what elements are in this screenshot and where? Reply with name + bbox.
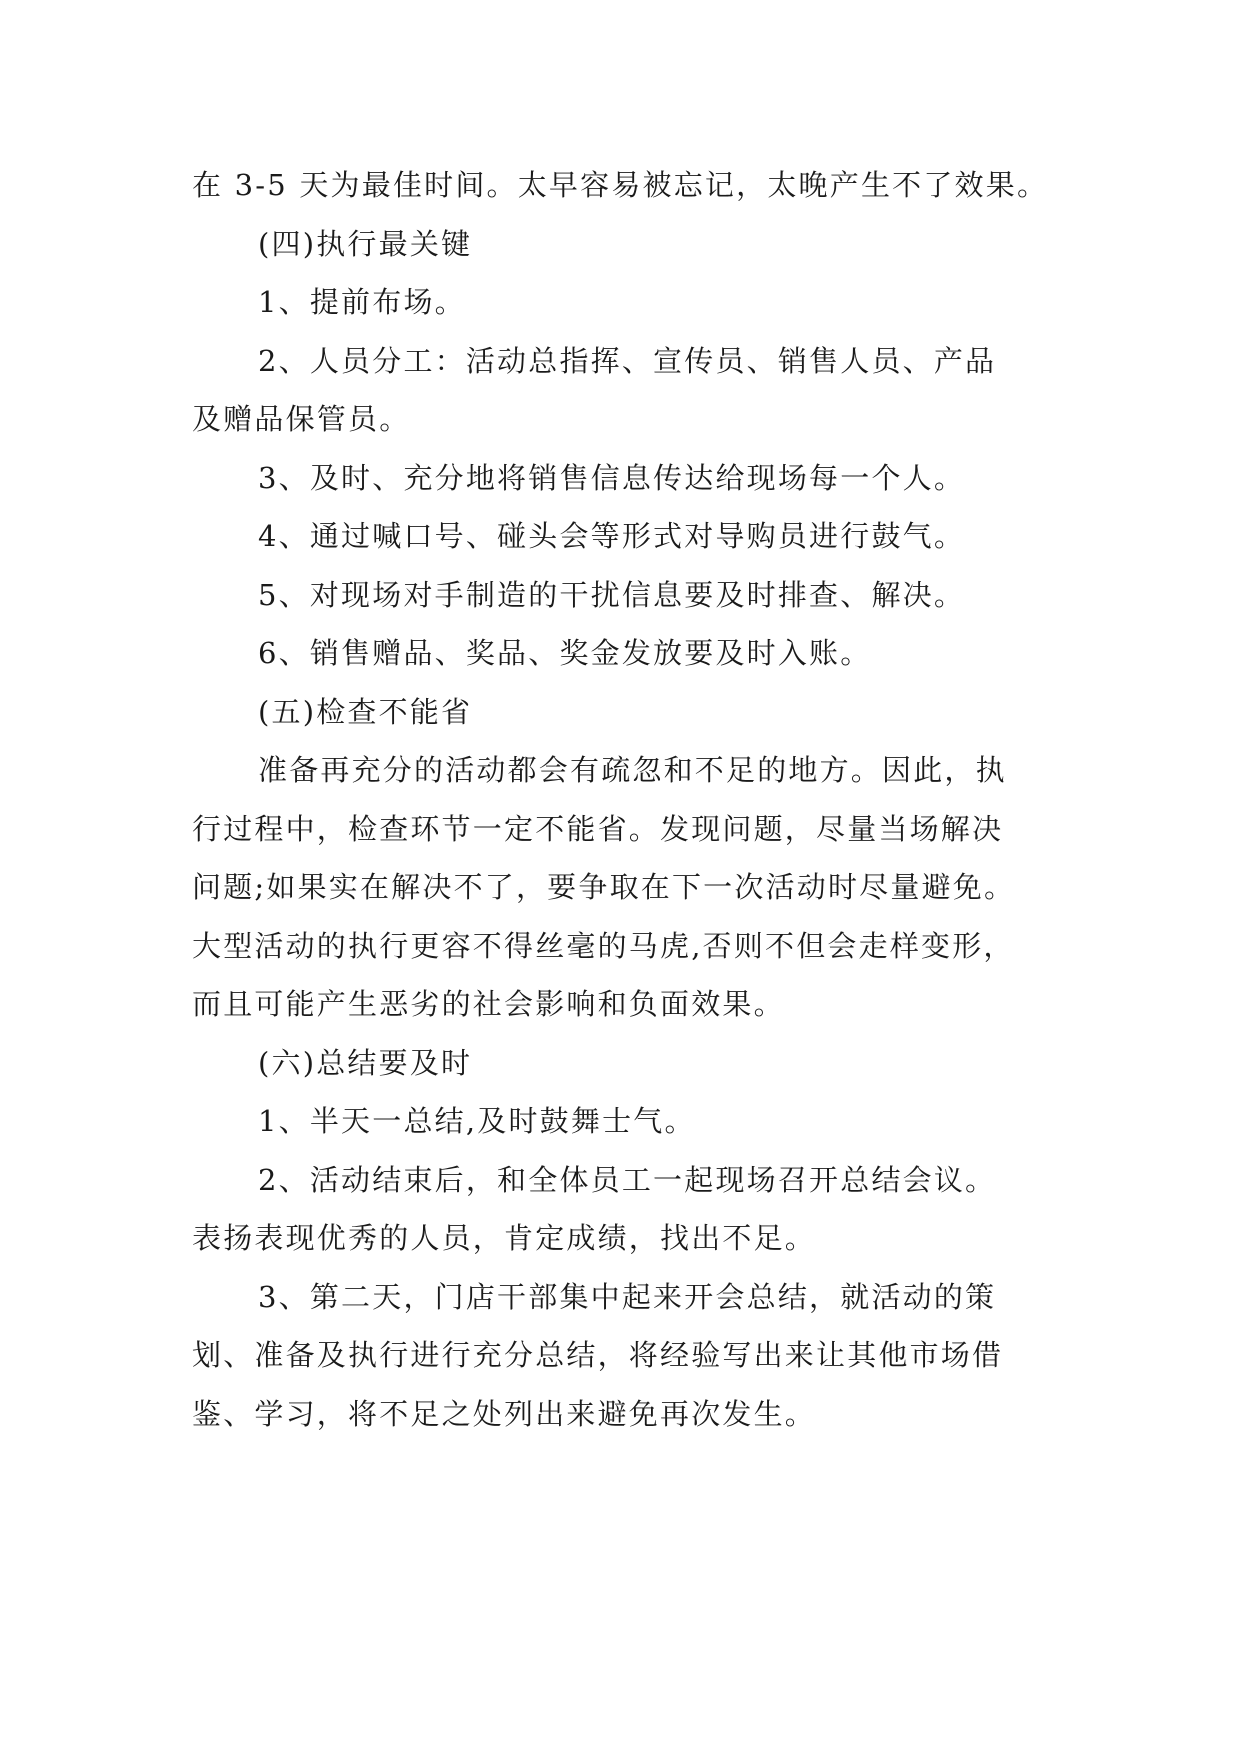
text-line: 鉴、学习，将不足之处列出来避免再次发生。: [192, 1396, 817, 1431]
text-line: 4、通过喊口号、碰头会等形式对导购员进行鼓气。: [258, 519, 966, 553]
text-line: 大型活动的执行更容不得丝毫的马虎,否则不但会走样变形，: [192, 928, 1015, 963]
text-line: 及赠品保管员。: [192, 402, 411, 436]
text-line: 5、对现场对手制造的干扰信息要及时排查、解决。: [258, 577, 966, 612]
text-line: 行过程中，检查环节一定不能省。发现问题，尽量当场解决: [192, 811, 1004, 846]
text-line: 划、准备及执行进行充分总结，将经验写出来让其他市场借: [192, 1338, 1004, 1372]
text-line: 2、活动结束后，和全体员工一起现场召开总结会议。: [258, 1162, 997, 1197]
text-line: 1、提前布场。: [258, 285, 466, 319]
text-line: 在 3-5 天为最佳时间。太早容易被忘记，太晚产生不了效果。: [192, 168, 1049, 202]
text-line: (五)检查不能省: [258, 694, 473, 729]
text-line: 而且可能产生恶劣的社会影响和负面效果。: [192, 987, 785, 1021]
text-line: (四)执行最关键: [258, 226, 473, 261]
text-line: 2、人员分工：活动总指挥、宣传员、销售人员、产品: [258, 343, 997, 378]
text-line: 1、半天一总结,及时鼓舞士气。: [258, 1104, 696, 1138]
text-line: 问题;如果实在解决不了，要争取在下一次活动时尽量避免。: [192, 870, 1016, 904]
text-line: 3、及时、充分地将销售信息传达给现场每一个人。: [258, 460, 966, 495]
text-line: 表扬表现优秀的人员，肯定成绩，找出不足。: [192, 1221, 817, 1255]
text-line: 6、销售赠品、奖品、奖金发放要及时入账。: [258, 636, 872, 670]
text-line: (六)总结要及时: [258, 1045, 473, 1080]
text-line: 准备再充分的活动都会有疏忽和不足的地方。因此，执: [258, 753, 1007, 787]
document-body: [192, 156, 1062, 1443]
text-line: 3、第二天，门店干部集中起来开会总结，就活动的策: [258, 1279, 997, 1314]
